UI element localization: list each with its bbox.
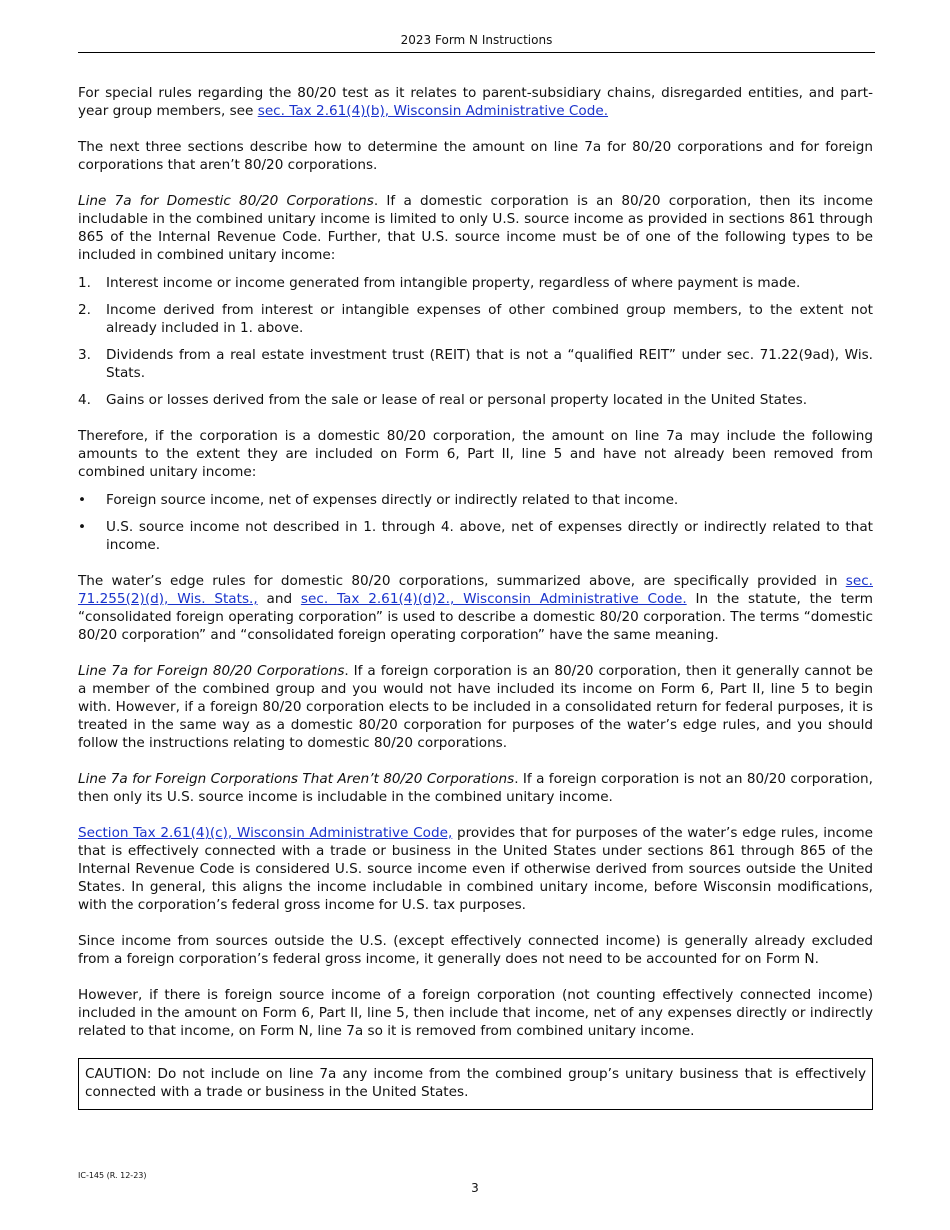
list-item (78, 346, 873, 382)
list-item-text: Interest income or income generated from intangible property, regardless of where payment is made. (106, 275, 801, 291)
paragraph-special-rules (78, 84, 873, 120)
list-item (78, 274, 873, 292)
admin-code-link-2-61-4-b[interactable]: sec. Tax 2.61(4)(b), Wisconsin Administrative Code. (257, 103, 609, 119)
paragraph-foreign-non-80-20 (78, 770, 873, 806)
paragraph-text: provides that for purposes of the water’s edge rules, income that is effectively connected with a trade or business in the United States under sections 861 through 865 of the Internal Revenue Code is considered U.S. source income even if otherwise derived from sources outside the United States. In general, this aligns the income includable in combined unitary income, before Wisconsin modifications, with the corporation’s federal gross income for U.S. tax purposes. (78, 825, 874, 913)
list-item-text: Dividends from a real estate investment trust (REIT) that is not a “qualified REIT” under sec. 71.22(9ad), Wis. Stats. (106, 347, 873, 381)
admin-code-link-2-61-4-d-2[interactable]: sec. Tax 2.61(4)(d)2., Wisconsin Administrative Code. (300, 591, 687, 607)
list-number: 1. (78, 275, 91, 291)
bullet-icon: • (78, 519, 87, 535)
paragraph-text: In the statute, the term “consolidated foreign operating corporation” is used to describe a domestic 80/20 corporation. The terms “domestic 80/20 corporation” and “consolidated foreign operating corporation” have the same meaning. (78, 591, 873, 643)
form-code: IC-145 (R. 12-23) (78, 1171, 147, 1180)
section-lead-domestic: Line 7a for Domestic 80/20 Corporations (78, 193, 374, 209)
page-number: 3 (471, 1181, 479, 1195)
section-lead-foreign-non-80-20: Line 7a for Foreign Corporations That Aren’t 80/20 Corporations (78, 771, 515, 787)
paragraph-section-tax-2-61 (78, 824, 873, 914)
income-types-list (78, 274, 873, 409)
admin-code-link-2-61-4-c[interactable]: Section Tax 2.61(4)(c), Wisconsin Administrative Code, (78, 825, 453, 841)
paragraph-next-sections: The next three sections describe how to determine the amount on line 7a for 80/20 corporations and for foreign corporations that aren’t 80/20 corporations. (78, 139, 873, 173)
paragraph-since-income: Since income from sources outside the U.S. (except effectively connected income) is generally already excluded from a foreign corporation’s federal gross income, it generally does not need to be accounted for on Form N. (78, 933, 873, 967)
header-divider (78, 52, 875, 53)
section-lead-foreign: Line 7a for Foreign 80/20 Corporations (78, 663, 345, 679)
list-item (78, 301, 873, 337)
included-amounts-list (78, 491, 873, 554)
list-number: 3. (78, 347, 91, 363)
paragraph-therefore: Therefore, if the corporation is a domestic 80/20 corporation, the amount on line 7a may include the following amounts to the extent they are included on Form 6, Part II, line 5 and have not already been removed from combined unitary income: (78, 428, 873, 480)
paragraph-waters-edge-rules (78, 572, 873, 644)
paragraph-text: . If a domestic corporation is an 80/20 corporation, then its income includable in the combined unitary income is limited to only U.S. source income as provided in sections 861 through 865 of the Internal Revenue Code. Further, that U.S. source income must be of one of the following types to be included in combined unitary income: (78, 193, 874, 263)
paragraph-text: The water’s edge rules for domestic 80/20 corporations, summarized above, are specifically provided in (78, 573, 846, 589)
paragraph-however: However, if there is foreign source income of a foreign corporation (not counting effectively connected income) included in the amount on Form 6, Part II, line 5, then include that income, net of any expenses directly or indirectly related to that income, on Form N, line 7a so it is removed from combined unitary income. (78, 987, 873, 1039)
page-header: 2023 Form N Instructions (400, 33, 553, 47)
list-item-text: U.S. source income not described in 1. through 4. above, net of expenses directly or indirectly related to that income. (106, 519, 873, 553)
caution-box: CAUTION: Do not include on line 7a any income from the combined group’s unitary business that is effectively connected with a trade or business in the United States. (78, 1058, 873, 1110)
bullet-icon: • (78, 492, 87, 508)
statute-link-71-255[interactable]: sec. 71.255(2)(d), Wis. Stats., (78, 573, 873, 607)
list-number: 4. (78, 392, 91, 408)
paragraph-text: and (257, 591, 301, 607)
list-number: 2. (78, 302, 91, 318)
paragraph-text: For special rules regarding the 80/20 test as it relates to parent-subsidiary chains, disregarded entities, and part-year group members, see (78, 85, 873, 119)
list-item (78, 491, 873, 509)
paragraph-foreign-80-20 (78, 662, 873, 752)
paragraph-domestic-80-20 (78, 192, 873, 264)
paragraph-text: . If a foreign corporation is not an 80/20 corporation, then only its U.S. source income is includable in the combined unitary income. (78, 771, 873, 805)
list-item (78, 391, 873, 409)
list-item-text: Foreign source income, net of expenses directly or indirectly related to that income. (106, 492, 679, 508)
list-item-text: Income derived from interest or intangible expenses of other combined group members, to the extent not already included in 1. above. (106, 302, 873, 336)
paragraph-text: . If a foreign corporation is an 80/20 corporation, then it generally cannot be a member of the combined group and you would not have included its income on Form 6, Part II, line 5 to begin with. However, if a foreign 80/20 corporation elects to be included in a consolidated return for federal purposes, it is treated in the same way as a domestic 80/20 corporation for purposes of the water’s edge rules, and you should follow the instructions relating to domestic 80/20 corporations. (78, 663, 873, 751)
list-item-text: Gains or losses derived from the sale or lease of real or personal property located in the United States. (106, 392, 808, 408)
instructions-body (78, 84, 873, 1110)
list-item (78, 518, 873, 554)
